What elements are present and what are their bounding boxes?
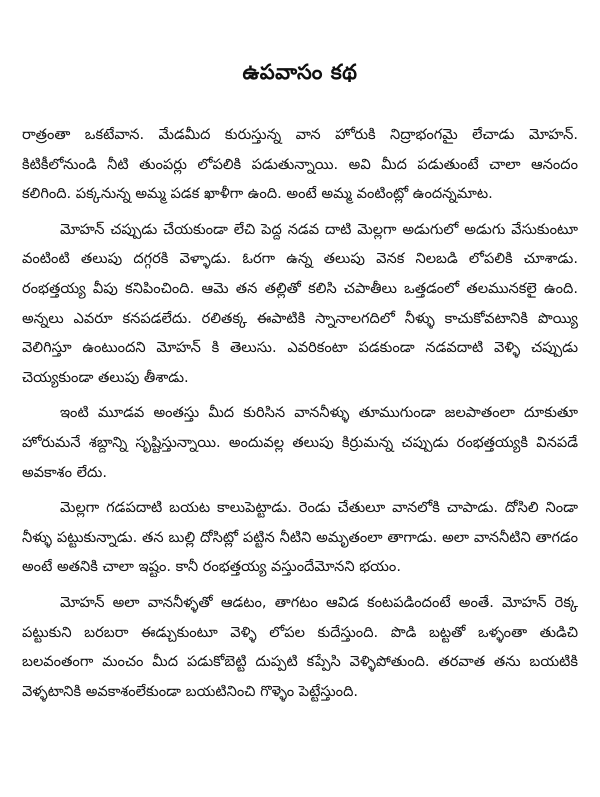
paragraph-2: మోహన్ చప్పుడు చేయకుండా లేచి పెద్ద నడవ దాటి మెల్లగా అడుగులో అడుగు వేసుకుంటూ వంటింటి తలుపు దగ్గరకి వెళ్ళాడు. ఓరగా ఉన్న తలుపు వెనక నిలబడి లోపలికి చూశాడు. రంభత్తయ్య వీపు కనిపించింది. ఆమె తన తల్లితో కలిసి చపాతీలు ఒత్తడంలో తలమునకలై ఉంది. అన్నలు ఎవరూ కనపడలేదు. రలితక్క ఈపాటికి స్నానాలగదిలో నీళ్ళు కాచుకోవటానికి పొయ్యి వెలిగిస్తూ ఉంటుందని మోహన్ కి తెలుసు. ఎవరికంటా పడకుండా నడవదాటి వెళ్ళి చప్పుడు చెయ్యకుండా తలుపు తీశాడు.: [22, 220, 578, 386]
story-title: ఉపవాసం కథ: [242, 60, 358, 84]
paragraph-3: ఇంటి మూడవ అంతస్తు మీద కురిసిన వాననీళ్ళు తూముగుండా జలపాతంలా దూకుతూ హోరుమనే శబ్దాన్ని సృష్టిస్తున్నాయి. అందువల్ల తలుపు కిర్రుమన్న చప్పుడు రంభత్తయ్యకి వినపడే అవకాశం లేదు.: [22, 404, 578, 481]
paragraph-1: రాత్రంతా ఒకటేవాన. మేడమీద కురుస్తున్న వాన హోరుకి నిద్రాభంగమై లేచాడు మోహన్. కిటికీలోనుండి నీటి తుంపర్లు లోపలికి పడుతున్నాయి. అవి మీద పడుతుంటే చాలా ఆనందం కలిగింది. పక్కనున్న అమ్మ పడక ఖాళీగా ఉంది. అంటే అమ్మ వంటింట్లో ఉందన్నమాట.: [22, 126, 578, 203]
paragraph-5: మోహన్ అలా వాననీళ్ళతో ఆడటం, తాగటం ఆవిడ కంటపడిందంటే అంతే. మోహన్ రెక్క పట్టుకుని బరబరా ఈడ్చుకుంటూ వెళ్ళి లోపల కుదేస్తుంది. పొడి బట్టతో ఒళ్ళంతా తుడిచి బలవంతంగా మంచం మీద పడుకోబెట్టి దుప్పటి కప్పేసి వెళ్ళిపోతుంది. తరవాత తను బయటికి వెళ్ళటానికి అవకాశంలేకుండా బయటినించి గొళ్ళెం పెట్టేస్తుంది.: [22, 593, 578, 700]
paragraph-4: మెల్లగా గడపదాటి బయట కాలుపెట్టాడు. రెండు చేతులూ వానలోకి చాపాడు. దోసిలి నిండా నీళ్ళు పట్టుకున్నాడు. తన బుల్లి దోసిట్లో పట్టిన నీటిని అమృతంలా తాగాడు. అలా వాననీటిని తాగడం అంటే అతనికి చాలా ఇష్టం. కానీ రంభత్తయ్య వస్తుందేమోనని భయం.: [22, 499, 578, 576]
